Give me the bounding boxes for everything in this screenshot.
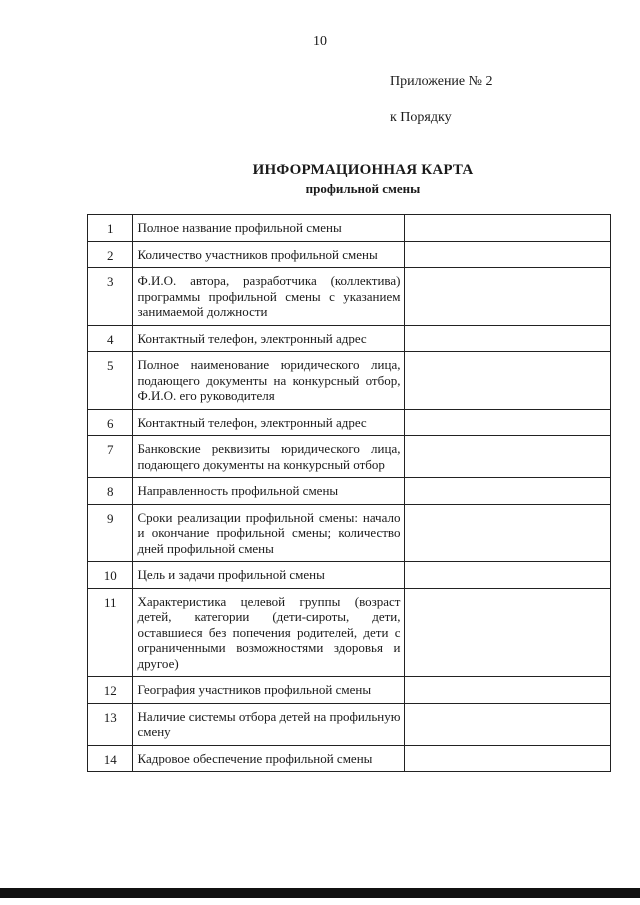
appendix-label: Приложение № 2: [390, 74, 493, 89]
row-number: 9: [88, 504, 133, 562]
table-row: [88, 588, 611, 677]
row-value-field[interactable]: [405, 215, 611, 242]
table-row: [88, 478, 611, 505]
table-row: [88, 215, 611, 242]
row-label: Полное название профильной смены: [133, 215, 405, 242]
row-value-field[interactable]: [405, 478, 611, 505]
table-row: [88, 352, 611, 410]
row-label: Количество участников профильной смены: [133, 241, 405, 268]
row-value-field[interactable]: [405, 677, 611, 704]
row-label: Ф.И.О. автора, разработчика (коллектива) программы профильной смены с указанием занимаемой должности: [133, 268, 405, 326]
row-label: Банковские реквизиты юридического лица, подающего документы на конкурсный отбор: [133, 436, 405, 478]
row-label: География участников профильной смены: [133, 677, 405, 704]
row-label: Характеристика целевой группы (возраст детей, категории (дети-сироты, дети, оставшиеся без попечения родителей, дети с ограниченными возможностями здоровья и другое): [133, 588, 405, 677]
row-value-field[interactable]: [405, 352, 611, 410]
table-row: [88, 436, 611, 478]
scan-edge-bar: [0, 888, 640, 898]
table-row: [88, 325, 611, 352]
row-number: 7: [88, 436, 133, 478]
row-number: 3: [88, 268, 133, 326]
row-number: 5: [88, 352, 133, 410]
row-value-field[interactable]: [405, 562, 611, 589]
table-row: [88, 504, 611, 562]
row-label: Контактный телефон, электронный адрес: [133, 325, 405, 352]
row-number: 12: [88, 677, 133, 704]
row-label: Кадровое обеспечение профильной смены: [133, 745, 405, 772]
row-label: Направленность профильной смены: [133, 478, 405, 505]
row-value-field[interactable]: [405, 436, 611, 478]
row-label: Контактный телефон, электронный адрес: [133, 409, 405, 436]
row-label: Цель и задачи профильной смены: [133, 562, 405, 589]
row-number: 11: [88, 588, 133, 677]
row-value-field[interactable]: [405, 268, 611, 326]
row-number: 2: [88, 241, 133, 268]
row-number: 13: [88, 703, 133, 745]
row-number: 10: [88, 562, 133, 589]
row-value-field[interactable]: [405, 703, 611, 745]
row-value-field[interactable]: [405, 504, 611, 562]
row-value-field[interactable]: [405, 325, 611, 352]
row-label: Полное наименование юридического лица, подающего документы на конкурсный отбор, Ф.И.О. его руководителя: [133, 352, 405, 410]
row-value-field[interactable]: [405, 588, 611, 677]
table-row: [88, 562, 611, 589]
document-subtitle: профильной смены: [305, 181, 421, 196]
table-row: [88, 409, 611, 436]
row-label: Сроки реализации профильной смены: начало и окончание профильной смены; количество дней профильной смены: [133, 504, 405, 562]
info-card-table: [87, 214, 611, 772]
table-row: [88, 677, 611, 704]
row-number: 1: [88, 215, 133, 242]
document-title: ИНФОРМАЦИОННАЯ КАРТА: [252, 162, 474, 178]
appendix-reference: к Порядку: [390, 110, 452, 125]
row-value-field[interactable]: [405, 409, 611, 436]
table-row: [88, 241, 611, 268]
row-value-field[interactable]: [405, 745, 611, 772]
row-number: 14: [88, 745, 133, 772]
table-row: [88, 268, 611, 326]
table-row: [88, 745, 611, 772]
row-number: 8: [88, 478, 133, 505]
row-value-field[interactable]: [405, 241, 611, 268]
row-label: Наличие системы отбора детей на профильную смену: [133, 703, 405, 745]
row-number: 4: [88, 325, 133, 352]
row-number: 6: [88, 409, 133, 436]
page-number: 10: [313, 34, 327, 49]
table-row: [88, 703, 611, 745]
